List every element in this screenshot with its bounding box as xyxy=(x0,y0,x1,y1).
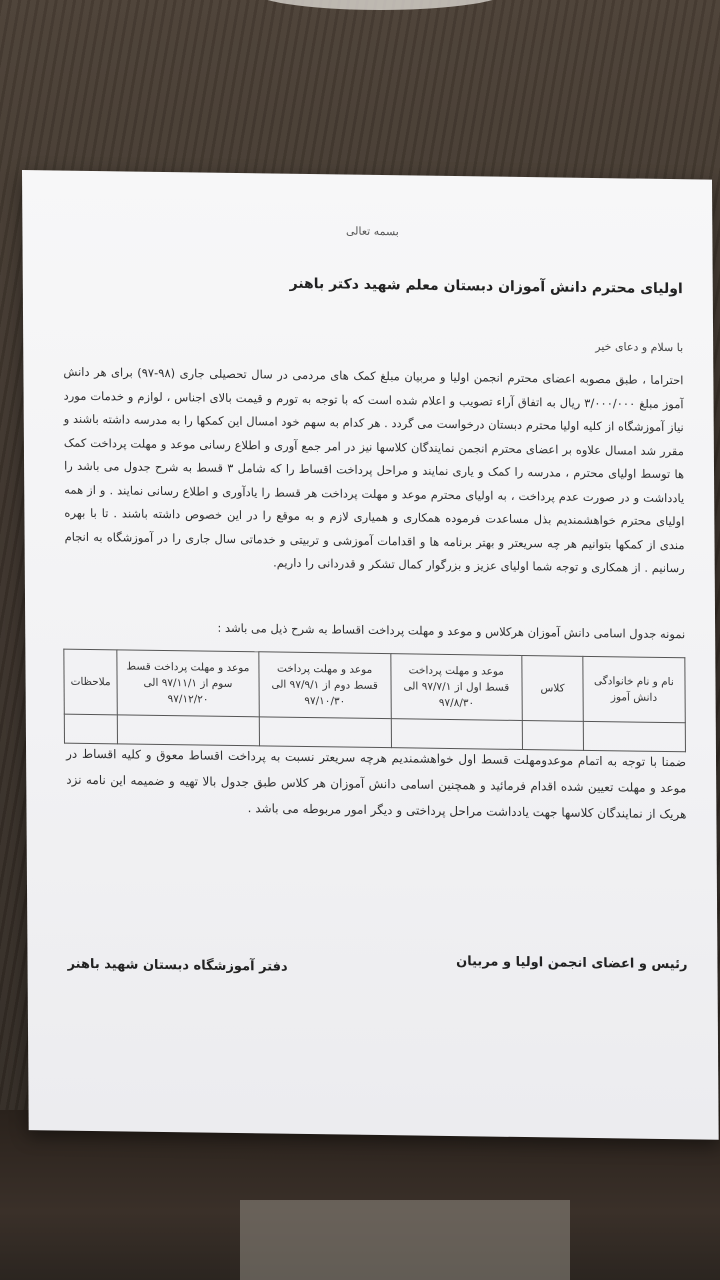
invocation-line: بسمه تعالی xyxy=(345,224,399,239)
header-installment-1: موعد و مهلت پرداخت قسط اول از ۹۷/۷/۱ الی ۹۷/۸/۳۰ xyxy=(390,654,522,721)
table-cell xyxy=(64,714,117,744)
header-installment-3: موعد و مهلت پرداخت قسط سوم از ۹۷/۱۱/۱ الی ۹۷/۱۲/۲۰ xyxy=(117,650,259,717)
greeting-line: با سلام و دعای خیر xyxy=(595,340,684,355)
signature-school-office: دفتر آموزشگاه دبستان شهید باهنر xyxy=(67,956,288,975)
header-remarks: ملاحظات xyxy=(64,649,118,715)
header-student-name: نام و نام خانوادگی دانش آموز xyxy=(583,656,686,722)
letter-paper xyxy=(22,170,719,1140)
header-class: کلاس xyxy=(522,655,583,721)
table-header-row xyxy=(64,649,685,723)
header-installment-2: موعد و مهلت پرداخت قسط دوم از ۹۷/۹/۱ الی ۹۷/۱۰/۳۰ xyxy=(259,652,391,719)
closing-note: ضمنا با توجه به اتمام موعدومهلت قسط اول خواهشمندیم هرچه سریعتر نسبت به پرداخت اقساط معوق و کلیه اقساط در موعد و مهلت تعیین شده اقدام فرمائید و همچنین اسامی دانش آموزان هر کلاس طبق جدول بالا تهیه و ضمیمه این نامه نزد هریک از نمایندگان کلاسها جهت یادداشت مراحل پرداختی و دیگر امور مربوطه می باشد . xyxy=(66,746,687,822)
floor-tile xyxy=(240,1200,570,1280)
letter-content xyxy=(62,221,688,975)
installment-table xyxy=(63,649,686,753)
table-cell xyxy=(522,721,583,751)
signature-association: رئیس و اعضای انجمن اولیا و مربیان xyxy=(456,954,688,973)
letter-heading: اولیای محترم دانش آموزان دبستان معلم شهید دکتر باهنر xyxy=(289,275,683,298)
table-intro: نمونه جدول اسامی دانش آموزان هرکلاس و موعد و مهلت پرداخت اقساط به شرح ذیل می باشد : xyxy=(217,620,686,642)
background-glare xyxy=(250,0,510,10)
letter-body: احتراما ، طبق مصوبه اعضای محترم انجمن اولیا و مربیان مبلغ کمک های مردمی در سال تحصیلی جاری (۹۸-۹۷) برای هر دانش آموز مبلغ ۳/۰۰۰/۰۰۰ ریال به اتفاق آراء تصویب و اعلام شده است که با توجه به تورم و قیمت بالای اجناس ، لوازم و خدمات مورد نیاز آموزشگاه از کلیه اولیا محترم دبستان درخواست می گردد . هر کدام به سهم خود امسال این کمکها را به مدرسه داشته باشند و مقرر شد امسال علاوه بر اعضای محترم انجمن نمایندگان کلاسها نیز در امر جمع آوری و اطلاع رسانی موعد و مهلت پرداخت کمک ها توسط اولیای محترم ، مدرسه را کمک و یاری نمایند و مراحل پرداخت اقساط را که شامل ۳ قسط به شرح جدول می باشد را یادداشت و در صورت عدم پرداخت ، به اولیای محترم موعد و مهلت پرداخت هر قسط را یادآوری و اطلاع رسانی نمایند . و از همه اولیای محترم خواهشمندیم بذل مساعدت فرموده همکاری و همیاری لازم و به موقع را در این خصوص داشته باشند . تا با بهره مندی از کمکها بتوانیم هر چه سریعتر و بهتر برنامه ها و اقدامات آموزشی و تربیتی و خدماتی سال جاری را در آموزشگاه به انجام رسانیم . از همکاری و توجه شما اولیای عزیز و بزرگوار کمال تشکر و قدردانی را داریم. xyxy=(63,364,685,576)
